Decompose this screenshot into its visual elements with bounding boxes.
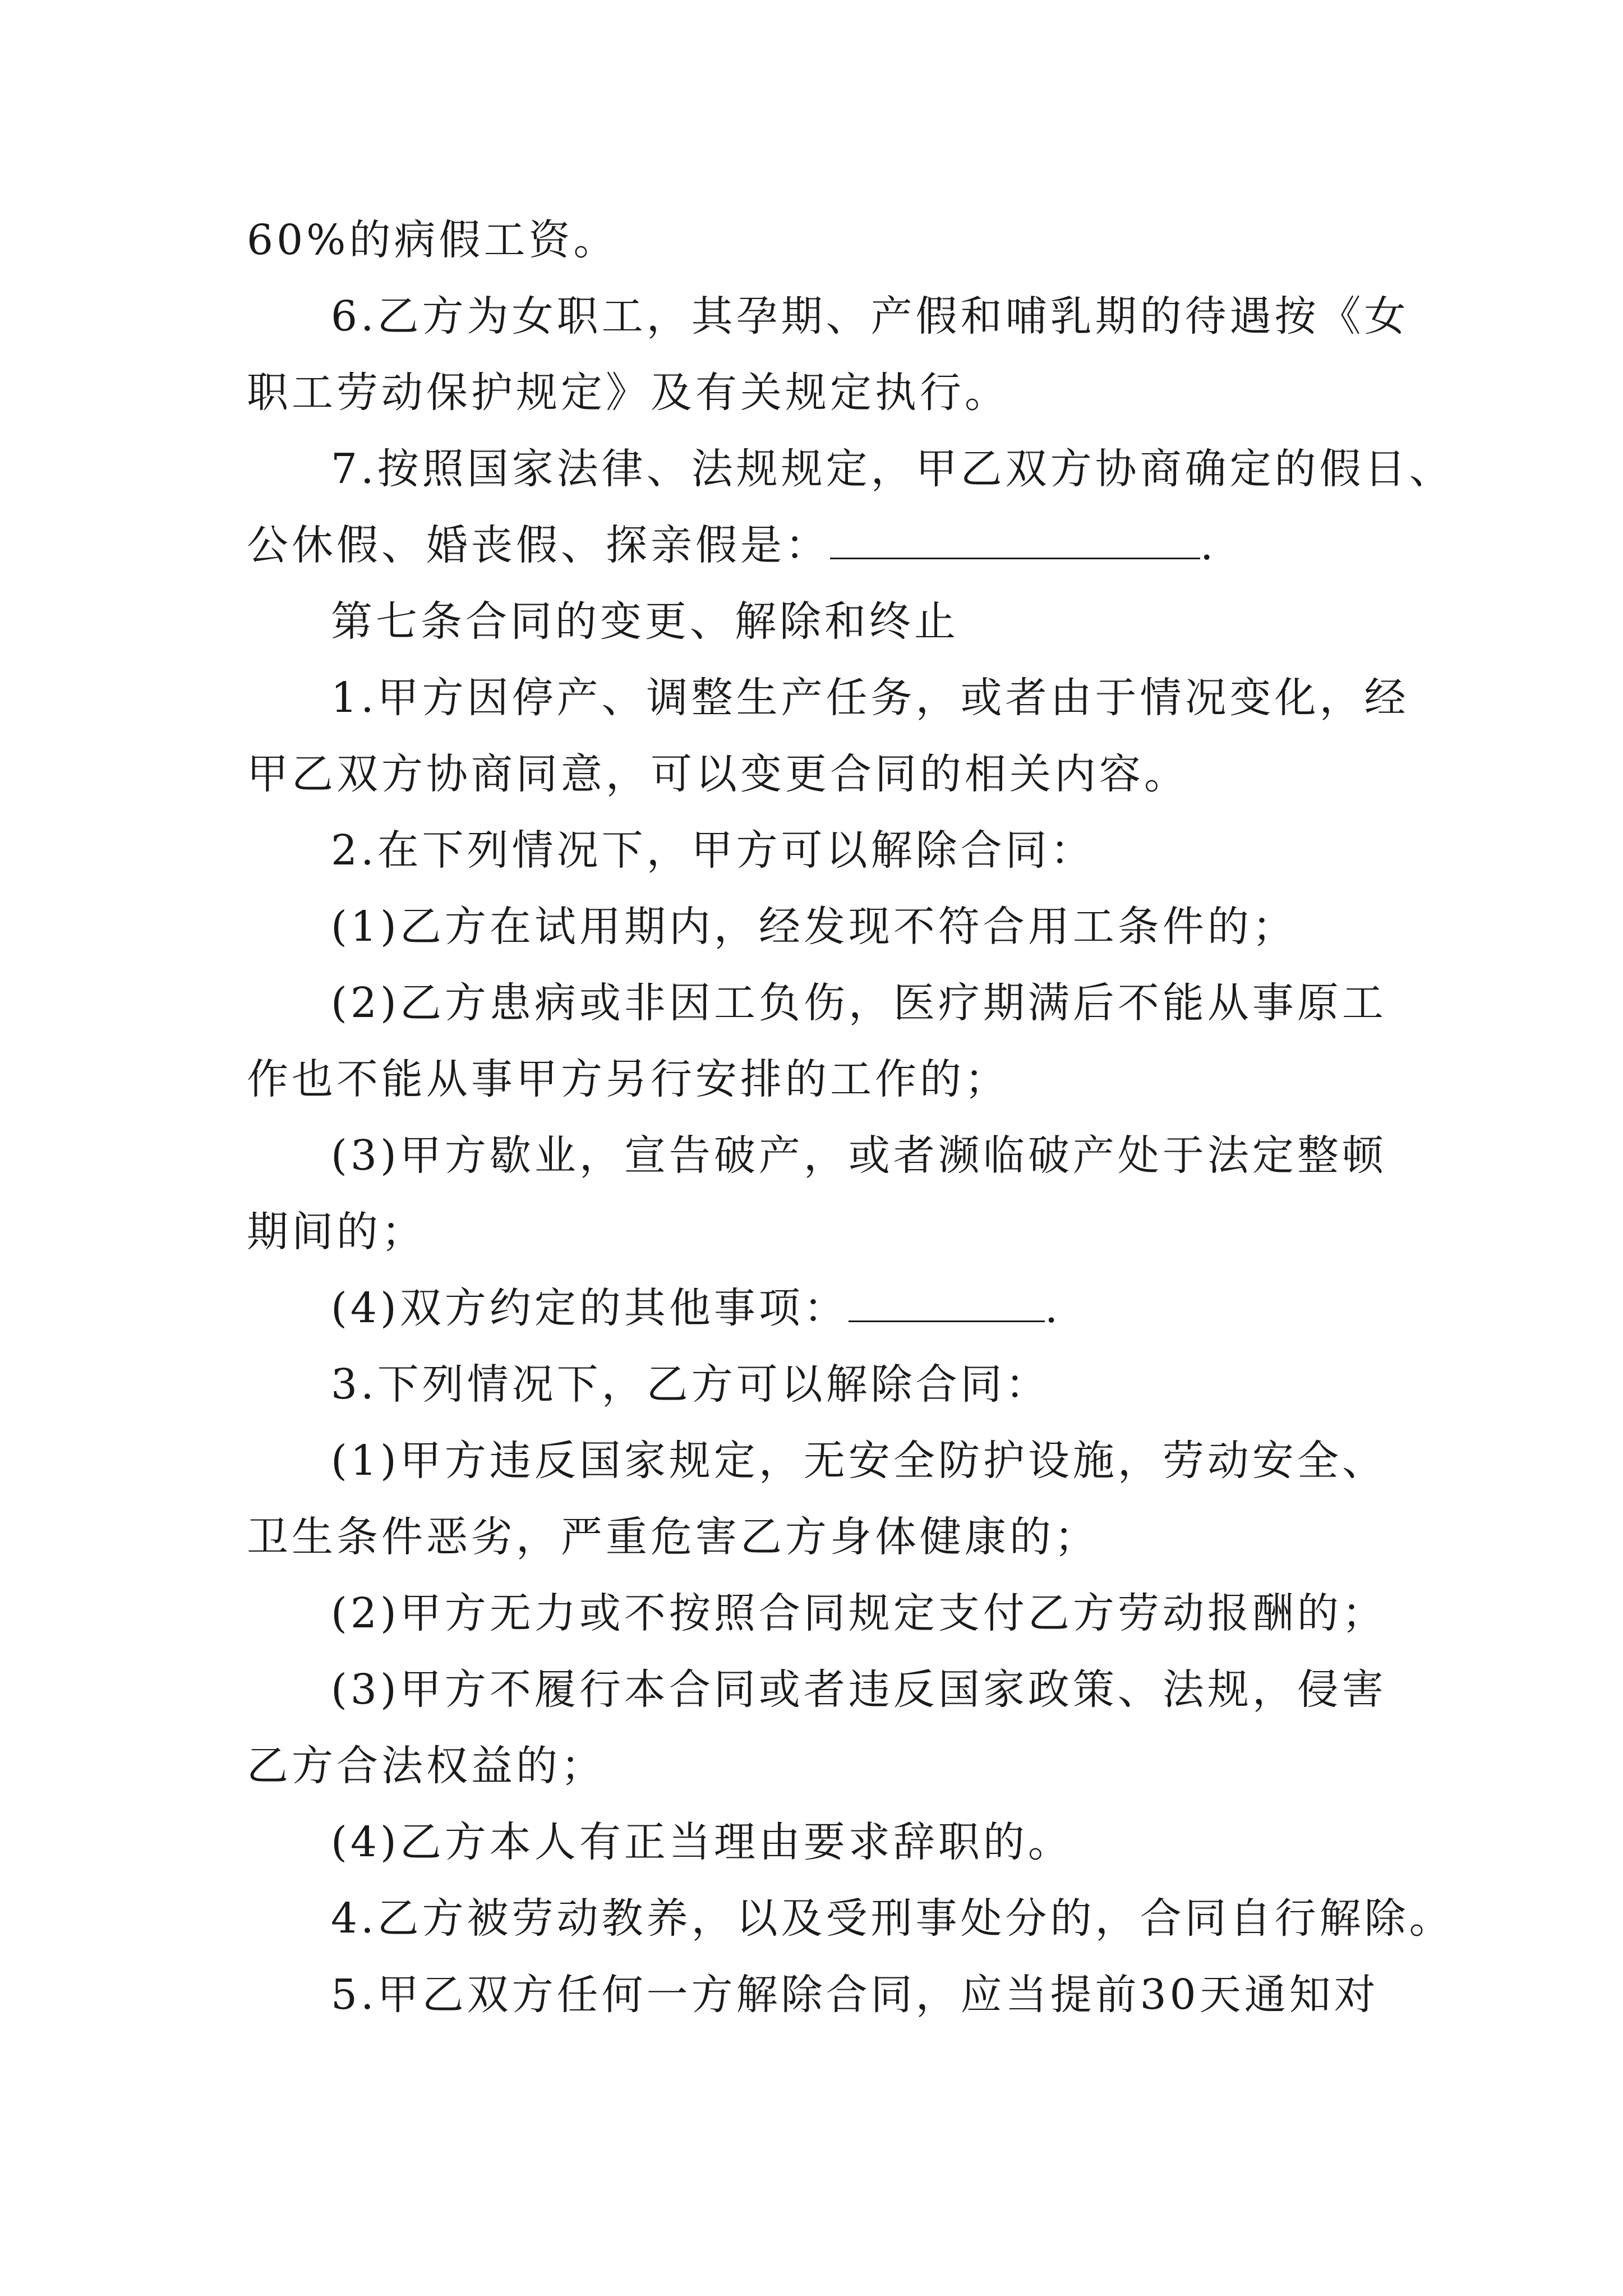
line-text: 5.甲乙双方任何一方解除合同，应当提前30天通知对 [331, 1971, 1379, 2019]
clause-1 [247, 660, 1409, 736]
line-text: (4)乙方本人有正当理由要求辞职的。 [331, 1818, 1073, 1866]
line-text: 3.下列情况下，乙方可以解除合同： [331, 1360, 1050, 1409]
line-text: (4)双方约定的其他事项： [331, 1284, 849, 1332]
line-text: 期间的； [247, 1208, 426, 1256]
line-text: (2)甲方无力或不按照合同规定支付乙方劳动报酬的； [331, 1589, 1387, 1637]
line-text: (2)乙方患病或非因工负伤，医疗期满后不能从事原工 [331, 979, 1387, 1027]
line-text: 乙方合法权益的； [247, 1742, 606, 1790]
text-line [247, 736, 1391, 812]
text-line [247, 1194, 1391, 1270]
fill-in-blank [830, 524, 1200, 559]
text-line [247, 1728, 1391, 1804]
sub-clause [247, 1423, 1391, 1499]
line-text: 职工劳动保护规定》及有关规定执行。 [247, 369, 1009, 417]
line-text: (3)甲方不履行本合同或者违反国家政策、法规，侵害 [331, 1665, 1387, 1714]
clause-3 [247, 1346, 1391, 1423]
text-line [247, 1499, 1391, 1575]
sub-clause [247, 1651, 1391, 1728]
sub-clause [247, 1804, 1391, 1880]
line-text: 作也不能从事甲方另行安排的工作的； [247, 1055, 1009, 1103]
line-text: 1.甲方因停产、调整生产任务，或者由于情况变化，经 [331, 674, 1409, 722]
line-text: 2.在下列情况下，甲方可以解除合同： [331, 826, 1095, 875]
line-text: (3)甲方歇业，宣告破产，或者濒临破产处于法定整顿 [331, 1131, 1387, 1180]
clause-5 [247, 1957, 1391, 2033]
text-line [247, 1041, 1391, 1117]
document-body [247, 202, 1454, 2033]
text-line [247, 202, 1391, 278]
line-suffix: . [1200, 521, 1217, 569]
line-text: (1)甲方违反国家规定，无安全防护设施，劳动安全、 [331, 1437, 1387, 1485]
line-text: 6.乙方为女职工，其孕期、产假和哺乳期的待遇按《女 [331, 292, 1409, 341]
sub-clause [247, 1575, 1391, 1651]
line-text: 7.按照国家法律、法规规定，甲乙双方协商确定的假日、 [331, 445, 1454, 493]
clause-2 [247, 812, 1391, 889]
sub-clause [247, 1270, 1391, 1346]
line-text: 4.乙方被劳动教养，以及受刑事处分的，合同自行解除。 [331, 1894, 1454, 1943]
text-line [247, 507, 1391, 583]
clause-4 [247, 1880, 1454, 1957]
line-text: 公休假、婚丧假、探亲假是： [247, 521, 830, 569]
text-line [247, 355, 1391, 431]
line-suffix: . [1044, 1284, 1062, 1332]
clause-7 [247, 431, 1454, 507]
clause-6 [247, 278, 1409, 355]
line-text: (1)乙方在试用期内，经发现不符合用工条件的； [331, 903, 1297, 951]
fill-in-blank [849, 1287, 1045, 1322]
sub-clause [247, 889, 1391, 965]
line-text: 第七条合同的变更、解除和终止 [331, 597, 959, 646]
line-text: 60%的病假工资。 [247, 216, 619, 264]
sub-clause [247, 965, 1391, 1041]
sub-clause [247, 1117, 1391, 1194]
article-7-heading [247, 583, 1391, 660]
line-text: 卫生条件恶劣，严重危害乙方身体健康的； [247, 1513, 1099, 1561]
line-text: 甲乙双方协商同意，可以变更合同的相关内容。 [247, 750, 1189, 798]
